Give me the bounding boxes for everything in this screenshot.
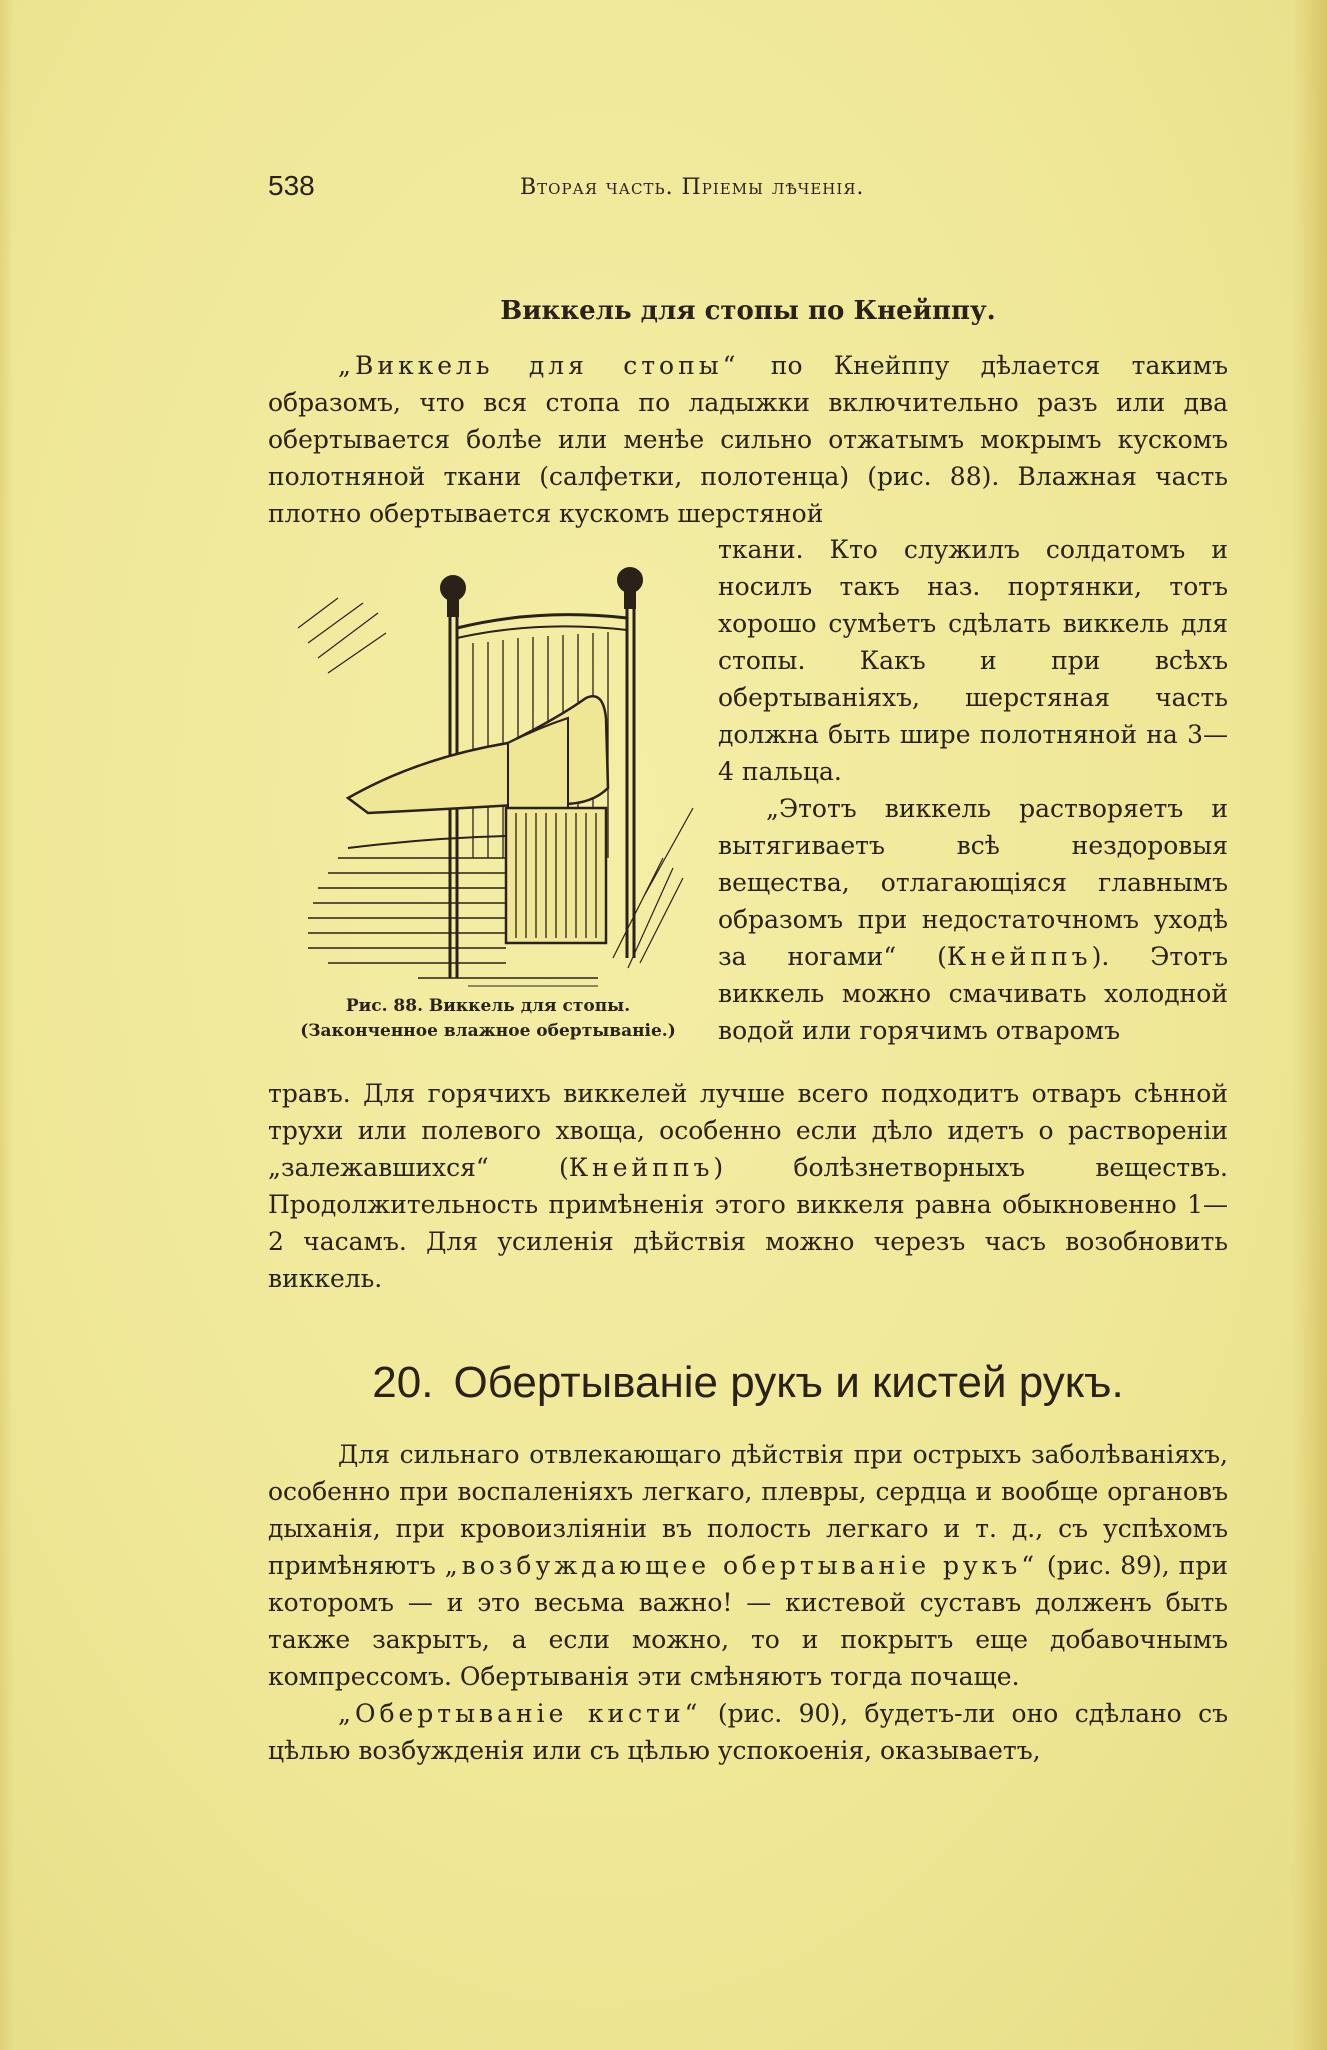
caption-line-2: (Законченное влажное обертываніе.) <box>300 1021 676 1041</box>
bed-foot-wrap-illustration <box>268 558 708 988</box>
wrapped-paragraph-1: ткани. Кто служилъ солдатомъ и носилъ такъ наз. портянки, тотъ хорошо сумѣетъ сдѣлать виккель для стопы. Какъ и при всѣхъ обертываніяхъ, шерстяная часть должна быть шире полотняной на 3—4 пальца. <box>718 535 1228 786</box>
chapter-text <box>268 1436 1228 1769</box>
section-title: Виккель для стопы по Кнейппу. <box>500 296 996 326</box>
running-head: Вторая часть. Пріемы лѣченія. <box>520 175 865 200</box>
page-shadow-right <box>1293 0 1327 2050</box>
continuation-paragraph <box>268 1075 1228 1297</box>
paragraph-text: Для сильнаго отвлекающаго дѣйствія при острыхъ заболѣваніяхъ, особенно при воспаленіяхъ легкаго, плевры, сердца и вообще органовъ дыханія, при кровоизліяніи въ полость легкаго и т. д., съ успѣхомъ примѣняютъ <box>268 1440 1228 1580</box>
spaced-term: Кнейппъ <box>946 942 1092 971</box>
paragraph-text: ). Этотъ виккель можно смачивать холодной водой или горячимъ отваромъ <box>718 942 1228 1045</box>
paragraph-text: травъ. Для горячихъ виккелей лучше всего подходитъ отваръ сѣнной трухи или полевого хвоща, особенно если дѣло идетъ о раствореніи „залежавшихся“ ( <box>268 1079 1228 1182</box>
spaced-term: „Обертываніе кисти“ <box>338 1699 702 1728</box>
page-header <box>268 170 1228 210</box>
spaced-term: „возбуждающее обертываніе рукъ“ <box>444 1551 1039 1580</box>
paragraph-text: (рис. 89), при которомъ — и это весьма важно! — кистевой суставъ долженъ быть также закрытъ, а если можно, то и покрытъ еще добавочнымъ компрессомъ. Обертыванія эти смѣняютъ тогда почаще. <box>268 1551 1228 1691</box>
page-number: 538 <box>268 170 315 201</box>
chapter-number: 20. <box>372 1358 434 1407</box>
figure-caption <box>268 994 708 1044</box>
chapter-paragraph-1 <box>268 1436 1228 1695</box>
chapter-title: Обертываніе рукъ и кистей рукъ. <box>453 1358 1124 1407</box>
paragraph-text: (рис. 90), будетъ-ли оно сдѣлано съ цѣлью возбужденія или съ цѣлью успокоенія, оказываетъ, <box>268 1699 1228 1765</box>
page-shadow-left <box>0 0 14 2050</box>
paragraph-text: ) болѣзнетворныхъ веществъ. Продолжительность примѣненія этого виккеля равна обыкновенно 1—2 часамъ. Для усиленія дѣйствія можно черезъ часъ возобновить виккель. <box>268 1153 1228 1293</box>
chapter-paragraph-2 <box>268 1695 1228 1769</box>
paragraph-text: по Кнейппу дѣлается такимъ образомъ, что вся стопа по ладыжки включительно разъ или два обертывается болѣе или менѣе сильно отжатымъ мокрымъ кускомъ полотняной ткани (салфетки, полотенца) (рис. 88). Влажная часть плотно обертывается кускомъ шерстяной <box>268 351 1228 528</box>
paragraph-text: „Этотъ виккель растворяетъ и вытягиваетъ всѣ нездоровыя вещества, отлагающіяся главнымъ образомъ при недостаточномъ уходѣ за ногами“ ( <box>718 794 1228 971</box>
spaced-term: Кнейппъ <box>568 1153 714 1182</box>
figure-88 <box>268 558 708 1048</box>
chapter-heading <box>268 1358 1228 1408</box>
caption-line-1: Рис. 88. Виккель для стопы. <box>345 996 631 1016</box>
wrapped-paragraph-2 <box>718 790 1228 1049</box>
spaced-term: „Виккель для стопы“ <box>338 351 740 380</box>
wrapped-text-column <box>718 531 1228 1049</box>
section-paragraph-1 <box>268 347 1228 532</box>
